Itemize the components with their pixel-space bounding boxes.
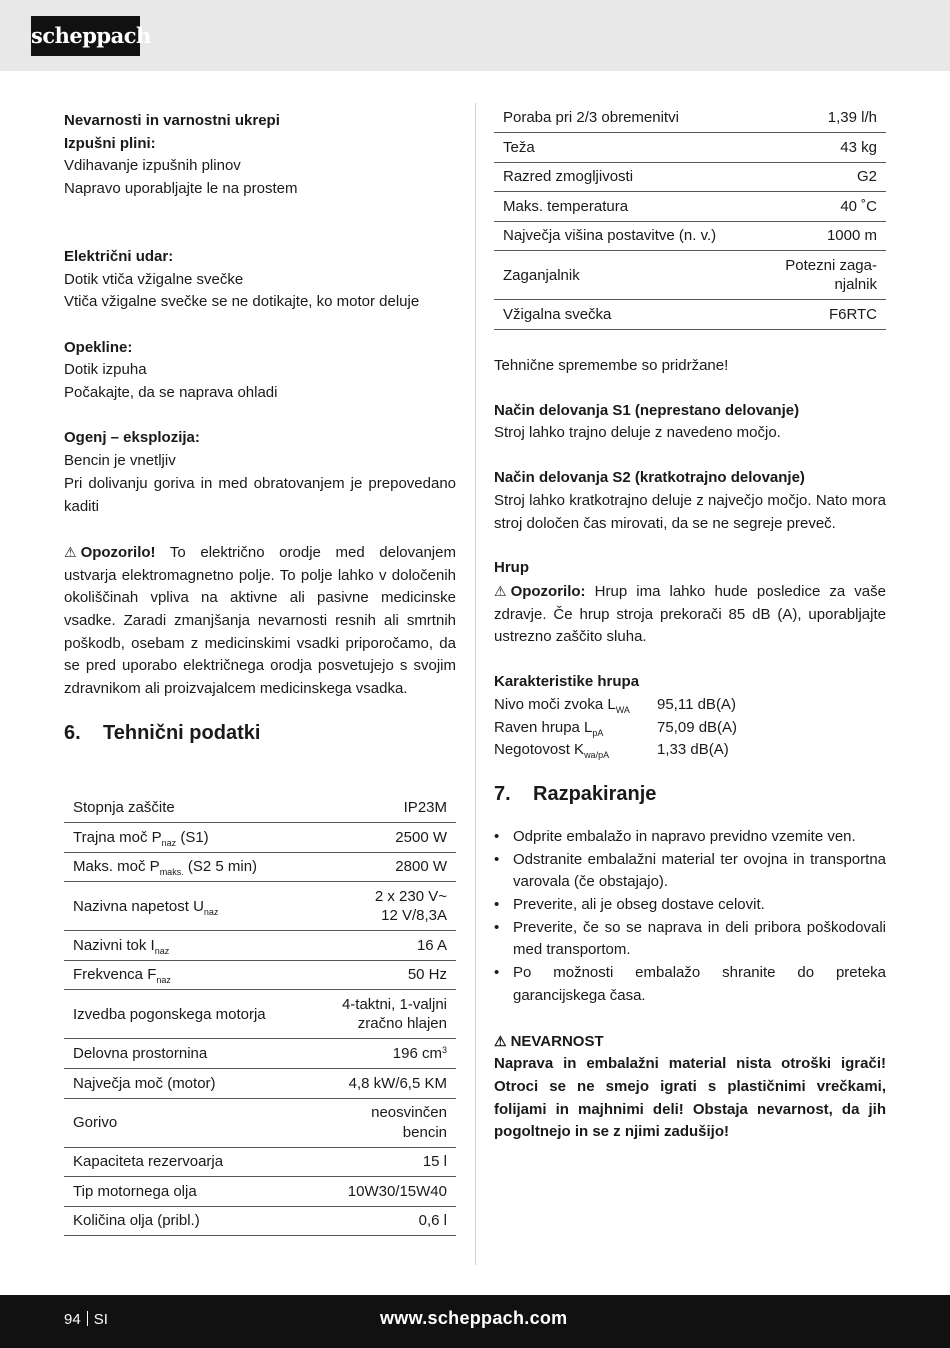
- header-bar: [0, 0, 950, 71]
- spec-label-text: Gorivo: [73, 1113, 118, 1131]
- fire-line-2: Pri dolivanju goriva in med obratovanjem je prepovedano kaditi: [64, 474, 456, 515]
- spec-value: [760, 192, 886, 222]
- spec-value: [311, 1206, 456, 1236]
- danger-heading: [494, 1030, 886, 1054]
- spec-value-superscript: 3: [441, 1045, 447, 1056]
- s2-heading: Način delovanja S2 (kratkotrajno delovanje): [494, 469, 805, 487]
- noise-row: [494, 694, 886, 717]
- warning-text: To električno orodje med delovanjem ustvarja elektromagnetno polje. To polje lahko v določenih okoliščinah vpliva na aktivne ali pasivne medicinske vsadke. Zaradi zmanjšanja nevarnosti resnih ali smrtnih poškodb, osebam z medicinskimi vsadki priporočamo, da se pred uporabo električnega orodja posvetujejo s svojim zdravnikom ali proizvajalcem medicinskega vsadka.: [64, 543, 456, 698]
- language-code: SI: [93, 1311, 108, 1328]
- shock-heading: Električni udar:: [64, 247, 174, 265]
- spec-value-line-2: 12 V/8,3A: [381, 907, 447, 925]
- danger-label: NEVARNOST: [510, 1032, 604, 1050]
- spec-value-text: 4,8 kW/6,5 KM: [348, 1074, 447, 1092]
- spec-value-text: 15 l: [422, 1153, 447, 1171]
- spec-table-right: [494, 103, 886, 330]
- section-title: Tehnični podatki: [103, 721, 261, 744]
- noise-label-subscript: pA: [592, 727, 604, 738]
- spec-row: [64, 1098, 456, 1147]
- spec-label: [64, 960, 311, 990]
- spec-row: [494, 300, 886, 330]
- spec-value-text: 40 ˚C: [840, 197, 877, 215]
- spec-label: [64, 1039, 311, 1069]
- spec-value-text: IP23M: [403, 798, 447, 816]
- spec-value-line-2: bencin: [402, 1123, 447, 1141]
- shock-line-1: Dotik vtiča vžigalne svečke: [64, 270, 244, 288]
- spec-value-text: 43 kg: [840, 138, 877, 156]
- noise-label-subscript: WA: [615, 704, 630, 715]
- noise-value: 1,33 dB(A): [657, 741, 729, 759]
- spec-label-text: Največja višina postavitve (n. v.): [503, 227, 717, 245]
- noise-label-text: Nivo moči zvoka L: [494, 695, 616, 713]
- spec-label-text: Delovna prostornina: [73, 1045, 208, 1063]
- changes-note: Tehnične spremembe so pridržane!: [494, 357, 729, 375]
- spec-row: [494, 192, 886, 222]
- spec-label-text: Maks. temperatura: [503, 197, 629, 215]
- spec-label: [494, 162, 760, 192]
- section-title: Razpakiranje: [533, 782, 657, 805]
- spec-label-text: Poraba pri 2/3 obremenitvi: [503, 108, 679, 126]
- spec-row: [64, 1069, 456, 1099]
- spec-label: [494, 221, 760, 251]
- spec-row: [494, 221, 886, 251]
- burns-line-2: Počakajte, da se naprava ohladi: [64, 384, 278, 402]
- spec-label-text: Trajna moč P: [73, 828, 162, 846]
- list-item: • Odstranite embalažni material ter ovojna in transportna varovala (če obstajajo).: [494, 849, 886, 894]
- list-item: • Odprite embalažo in napravo previdno vzemite ven.: [494, 826, 886, 849]
- spec-label-text: Stopnja zaščite: [73, 798, 175, 816]
- noise-row: [494, 717, 886, 740]
- spec-value: [311, 1147, 456, 1177]
- spec-value-text: 196 cm: [392, 1045, 442, 1063]
- spec-row: [64, 1039, 456, 1069]
- page-number-value: 94: [64, 1311, 81, 1328]
- spec-label-subscript: naz: [154, 945, 170, 956]
- left-column: [64, 110, 456, 745]
- burns-heading: Opekline:: [64, 338, 133, 356]
- spec-value-text: 50 Hz: [407, 966, 447, 984]
- spec-row: [64, 1147, 456, 1177]
- noise-value: 95,11 dB(A): [657, 695, 736, 713]
- spec-value: [760, 162, 886, 192]
- danger-text: Naprava in embalažni material nista otroški igrači! Otroci se ne smejo igrati s plastičnimi vrečkami, folijami in majhnimi deli! Obstaja nevarnost, da jih pogoltnejo in se z njimi zadušijo!: [494, 1055, 886, 1141]
- spec-label: [494, 133, 760, 163]
- noise-label: [494, 739, 657, 762]
- spec-row: [64, 793, 456, 823]
- spec-value-text: 2500 W: [395, 828, 447, 846]
- spec-label-text: Tip motornega olja: [73, 1182, 197, 1200]
- spec-value: [311, 931, 456, 961]
- spec-value-text: neosvinčen: [371, 1104, 447, 1122]
- unpacking-list: [494, 826, 886, 1008]
- noise-label: [494, 717, 657, 740]
- spec-value-text: 16 A: [416, 936, 447, 954]
- noise-label: [494, 694, 657, 717]
- noise-warning-text: Hrup ima lahko hude posledice za vaše zdravje. Če hrup stroja prekorači 85 dB (A), uporabljajte ustrezno zaščito sluha.: [494, 582, 886, 646]
- spec-value-text: G2: [856, 168, 877, 186]
- spec-value-text: 10W30/15W40: [347, 1182, 447, 1200]
- spec-value-text: 2800 W: [395, 858, 447, 876]
- spec-label: [64, 882, 311, 931]
- fire-heading: Ogenj – eksplozija:: [64, 429, 200, 447]
- warning-triangle-icon: ⚠: [64, 543, 77, 560]
- emf-warning: [64, 541, 456, 701]
- list-item: • Preverite, ali je obseg dostave celovit.: [494, 894, 886, 917]
- shock-line-2: Vtiča vžigalne svečke se ne dotikajte, ko motor deluje: [64, 293, 420, 311]
- noise-values: [494, 694, 886, 762]
- spec-value: [311, 1098, 456, 1147]
- scheppach-logo: scheppach: [31, 16, 140, 56]
- exhaust-line-2: Napravo uporabljajte le na prostem: [64, 180, 298, 198]
- spec-label-text: Teža: [503, 138, 535, 156]
- spec-value: [760, 221, 886, 251]
- warning-triangle-icon: ⚠: [494, 582, 507, 599]
- spec-value: [311, 1177, 456, 1207]
- noise-label-subscript: wa/pA: [584, 750, 610, 761]
- spec-label-text: Največja moč (motor): [73, 1074, 216, 1092]
- spec-table-left: [64, 793, 456, 1236]
- spec-value: [311, 882, 456, 931]
- spec-label: [64, 1206, 311, 1236]
- noise-warning: [494, 580, 886, 649]
- spec-label: [64, 793, 311, 823]
- spec-row: [64, 1206, 456, 1236]
- spec-label: [64, 823, 311, 853]
- spec-row: [64, 1177, 456, 1207]
- noise-characteristics-heading: Karakteristike hrupa: [494, 673, 640, 691]
- warning-triangle-icon: ⚠: [494, 1032, 507, 1049]
- spec-label: [64, 990, 311, 1039]
- spec-value: [311, 990, 456, 1039]
- spec-row: [64, 823, 456, 853]
- exhaust-heading: Izpušni plini:: [64, 134, 156, 152]
- spec-label: [64, 852, 311, 882]
- spec-label: [494, 103, 760, 133]
- spec-row: [494, 103, 886, 133]
- spec-label-text: Maks. moč P: [73, 858, 160, 876]
- spec-row: [64, 990, 456, 1039]
- footer-bar: [0, 1295, 950, 1348]
- spec-label-text: Frekvenca F: [73, 966, 157, 984]
- spec-label: [64, 931, 311, 961]
- spec-value: [760, 133, 886, 163]
- noise-label-text: Negotovost K: [494, 741, 585, 759]
- section-6-heading: [64, 721, 456, 745]
- spec-label-subscript: maks.: [159, 867, 184, 878]
- section-number: 7.: [494, 782, 511, 805]
- spec-label-text: Nazivna napetost U: [73, 897, 204, 915]
- spec-label: [494, 300, 760, 330]
- s1-text: Stroj lahko trajno deluje z navedeno močjo.: [494, 424, 781, 442]
- spec-value-text: 1000 m: [826, 227, 877, 245]
- spec-value: [311, 793, 456, 823]
- spec-label-suffix: (S1): [176, 828, 209, 846]
- column-divider: [475, 103, 476, 1265]
- noise-row: [494, 739, 886, 762]
- list-item: • Preverite, če so se naprava in deli pribora poškodovali med transportom.: [494, 917, 886, 962]
- spec-value-text: Potezni zaga-: [785, 256, 877, 274]
- spec-row: [64, 960, 456, 990]
- spec-label: [494, 251, 760, 300]
- spec-value-line-2: njalnik: [834, 276, 877, 294]
- spec-label-text: Nazivni tok I: [73, 936, 155, 954]
- hazards-title: Nevarnosti in varnostni ukrepi: [64, 112, 280, 129]
- right-column: [494, 103, 886, 1144]
- s2-text: Stroj lahko kratkotrajno deluje z največjo močjo. Nato mora stroj določen čas mirovati, da se ne segreje preveč.: [494, 491, 886, 532]
- spec-table-left-wrap: [64, 793, 456, 1236]
- warning-label: Opozorilo!: [80, 543, 156, 561]
- spec-value: [311, 823, 456, 853]
- spec-value: [311, 852, 456, 882]
- spec-value-text: F6RTC: [828, 306, 877, 324]
- spec-row: [64, 931, 456, 961]
- noise-warning-label: Opozorilo:: [510, 582, 586, 600]
- spec-value: [311, 960, 456, 990]
- fire-line-1: Bencin je vnetljiv: [64, 452, 176, 470]
- spec-value-text: 1,39 l/h: [827, 108, 877, 126]
- noise-value: 75,09 dB(A): [657, 718, 738, 736]
- exhaust-line-1: Vdihavanje izpušnih plinov: [64, 157, 241, 175]
- spec-row: [64, 882, 456, 931]
- spec-value: [760, 103, 886, 133]
- spec-value-text: 2 x 230 V~: [374, 887, 447, 905]
- spec-label-text: Količina olja (pribl.): [73, 1212, 200, 1230]
- spec-label-text: Vžigalna svečka: [503, 306, 612, 324]
- spec-label-text: Razred zmogljivosti: [503, 168, 634, 186]
- website-link[interactable]: www.scheppach.com: [380, 1308, 568, 1328]
- spec-value-text: 0,6 l: [418, 1212, 447, 1230]
- section-number: 6.: [64, 721, 81, 744]
- spec-row: [494, 162, 886, 192]
- spec-label-text: Zaganjalnik: [503, 266, 580, 284]
- spec-value-text: 4-taktni, 1-valjni: [341, 995, 447, 1013]
- spec-label: [64, 1098, 311, 1147]
- spec-value: [311, 1069, 456, 1099]
- spec-value: [760, 251, 886, 300]
- spec-label-suffix: (S2 5 min): [183, 858, 258, 876]
- spec-row: [64, 852, 456, 882]
- section-7-heading: [494, 782, 886, 806]
- spec-row: [494, 251, 886, 300]
- spec-label-subscript: naz: [203, 906, 219, 917]
- list-item: • Po možnosti embalažo shranite do preteka garancijskega časa.: [494, 962, 886, 1007]
- spec-label: [64, 1177, 311, 1207]
- page-number: [64, 1311, 108, 1328]
- burns-line-1: Dotik izpuha: [64, 361, 147, 379]
- s1-heading: Način delovanja S1 (neprestano delovanje): [494, 401, 800, 419]
- spec-label: [64, 1069, 311, 1099]
- spec-value: [760, 300, 886, 330]
- spec-label-text: Izvedba pogonskega motorja: [73, 1005, 266, 1023]
- spec-value: [311, 1039, 456, 1069]
- spec-label-subscript: naz: [161, 837, 177, 848]
- spec-label-text: Kapaciteta rezervoarja: [73, 1153, 224, 1171]
- spec-label: [64, 1147, 311, 1177]
- spec-value-line-2: zračno hlajen: [357, 1015, 447, 1033]
- spec-label-subscript: naz: [156, 975, 171, 986]
- spec-row: [494, 133, 886, 163]
- noise-label-text: Raven hrupa L: [494, 718, 593, 736]
- spec-label: [494, 192, 760, 222]
- noise-heading: Hrup: [494, 559, 529, 577]
